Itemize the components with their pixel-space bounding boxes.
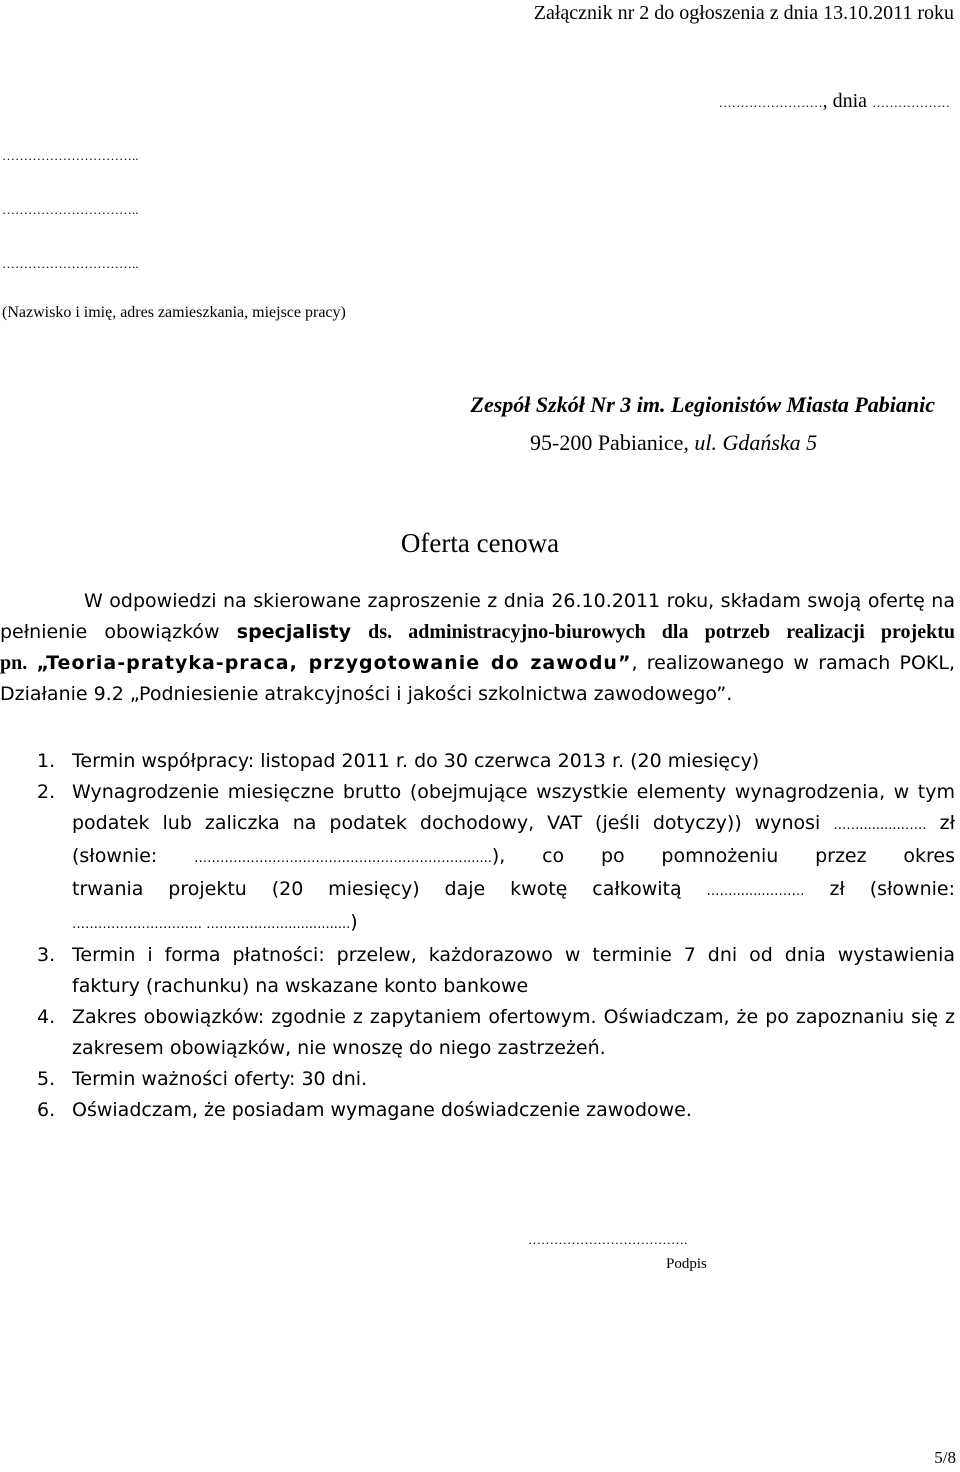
recipient-address-plain: 95-200 Pabianice, — [530, 430, 689, 455]
total-words-dots: ………………………… ………………................ — [72, 917, 351, 932]
term-number: 5. — [37, 1068, 56, 1090]
recipient-address-street: ul. Gdańska 5 — [694, 430, 818, 455]
term-number: 2. — [37, 781, 56, 803]
intro-line-1: W odpowiedzi na skierowane zaproszenie z dnia 26.10.2011 roku, składam swoją ofertę na — [84, 590, 955, 612]
term-2-row-3 — [72, 841, 955, 874]
page-title: Oferta cenowa — [400, 528, 560, 558]
intro-line-3-plain: , realizowanego w ramach POKL, — [631, 652, 956, 674]
sender-line-3: ………………………….. — [2, 256, 139, 271]
term-2-row-4 — [72, 874, 955, 907]
terms-list — [0, 746, 955, 1126]
intro-line-3-serif: pn. — [0, 652, 28, 674]
term-2-row-2 — [72, 808, 955, 841]
term-item-1 — [0, 746, 955, 777]
closing-paren: ) — [350, 911, 358, 933]
place-dots: …………………… — [718, 95, 823, 110]
intro-line-2-serif: ds. administracyjno-biurowych dla potrzeb realizacji projektu — [368, 621, 955, 643]
date-dots: ……………… — [872, 95, 950, 110]
term-text: Zakres obowiązków: zgodnie z zapytaniem ofertowym. Oświadczam, że po zapoznaniu się z zakresem obowiązków, nie wnoszę do niego zastrzeżeń. — [72, 1006, 955, 1059]
signature-label: Podpis — [666, 1256, 707, 1272]
term-number: 4. — [37, 1006, 56, 1028]
term-item-5 — [0, 1064, 955, 1095]
term-2-row-3-text: ), co po pomnożeniu przez okres — [491, 845, 955, 867]
intro-line-3 — [0, 648, 955, 679]
sender-line-1: ………………………….. — [2, 148, 139, 163]
page-number: 5/8 — [934, 1448, 956, 1467]
total-words-label: zł (słownie: — [829, 878, 955, 900]
intro-line-2 — [0, 617, 955, 648]
intro-paragraph — [0, 586, 955, 710]
date-separator: , dnia — [822, 90, 867, 112]
term-item-3 — [0, 940, 955, 1002]
project-name: „Teoria-pratyka-praca, przygotowanie do zawodu” — [36, 652, 632, 674]
recipient-address — [530, 430, 817, 456]
words-label: (słownie: — [72, 845, 158, 867]
words-dots: ………………………………………………………...... — [194, 851, 492, 866]
term-number: 3. — [37, 944, 56, 966]
term-item-2 — [0, 777, 955, 940]
place-date-line — [719, 90, 950, 113]
intro-line-2-plain: pełnienie obowiązków — [0, 621, 220, 643]
term-2-row-1: Wynagrodzenie miesięczne brutto (obejmujące wszystkie elementy wynagrodzenia, w tym — [72, 781, 955, 803]
term-text: Termin ważności oferty: 30 dni. — [72, 1068, 368, 1090]
term-item-6 — [0, 1095, 955, 1126]
total-dots: ……........……… — [706, 884, 805, 899]
intro-line-2-bold: specjalisty — [236, 621, 351, 643]
term-item-4 — [0, 1002, 955, 1064]
sender-line-2: ………………………….. — [2, 202, 139, 217]
term-text: Termin i forma płatności: przelew, każdorazowo w terminie 7 dni od dnia wystawienia faktury (rachunku) na wskazane konto bankowe — [72, 944, 955, 997]
amount-dots: ……..........…… — [833, 818, 927, 833]
term-2-row-4-text: trwania projektu (20 miesięcy) daje kwotę całkowitą — [72, 878, 682, 900]
signature-line: ………………………………. — [528, 1232, 688, 1247]
attachment-note: Załącznik nr 2 do ogłoszenia z dnia 13.10.2011 roku — [533, 2, 954, 24]
intro-line-4: Działanie 9.2 „Podniesienie atrakcyjności i jakości szkolnictwa zawodowego”. — [0, 683, 733, 705]
term-2-row-5 — [72, 907, 955, 940]
currency-label: zł — [939, 812, 955, 834]
term-text: Termin współpracy: listopad 2011 r. do 30 czerwca 2013 r. (20 miesięcy) — [72, 750, 760, 772]
term-number: 6. — [37, 1099, 56, 1121]
term-2-row-2-text: podatek lub zaliczka na podatek dochodowy, VAT (jeśli dotyczy)) wynosi — [72, 812, 821, 834]
term-number: 1. — [37, 750, 56, 772]
recipient-name: Zespół Szkół Nr 3 im. Legionistów Miasta Pabianic — [470, 392, 935, 417]
term-text: Oświadczam, że posiadam wymagane doświadczenie zawodowe. — [72, 1099, 692, 1121]
sender-caption: (Nazwisko i imię, adres zamieszkania, miejsce pracy) — [2, 304, 346, 321]
